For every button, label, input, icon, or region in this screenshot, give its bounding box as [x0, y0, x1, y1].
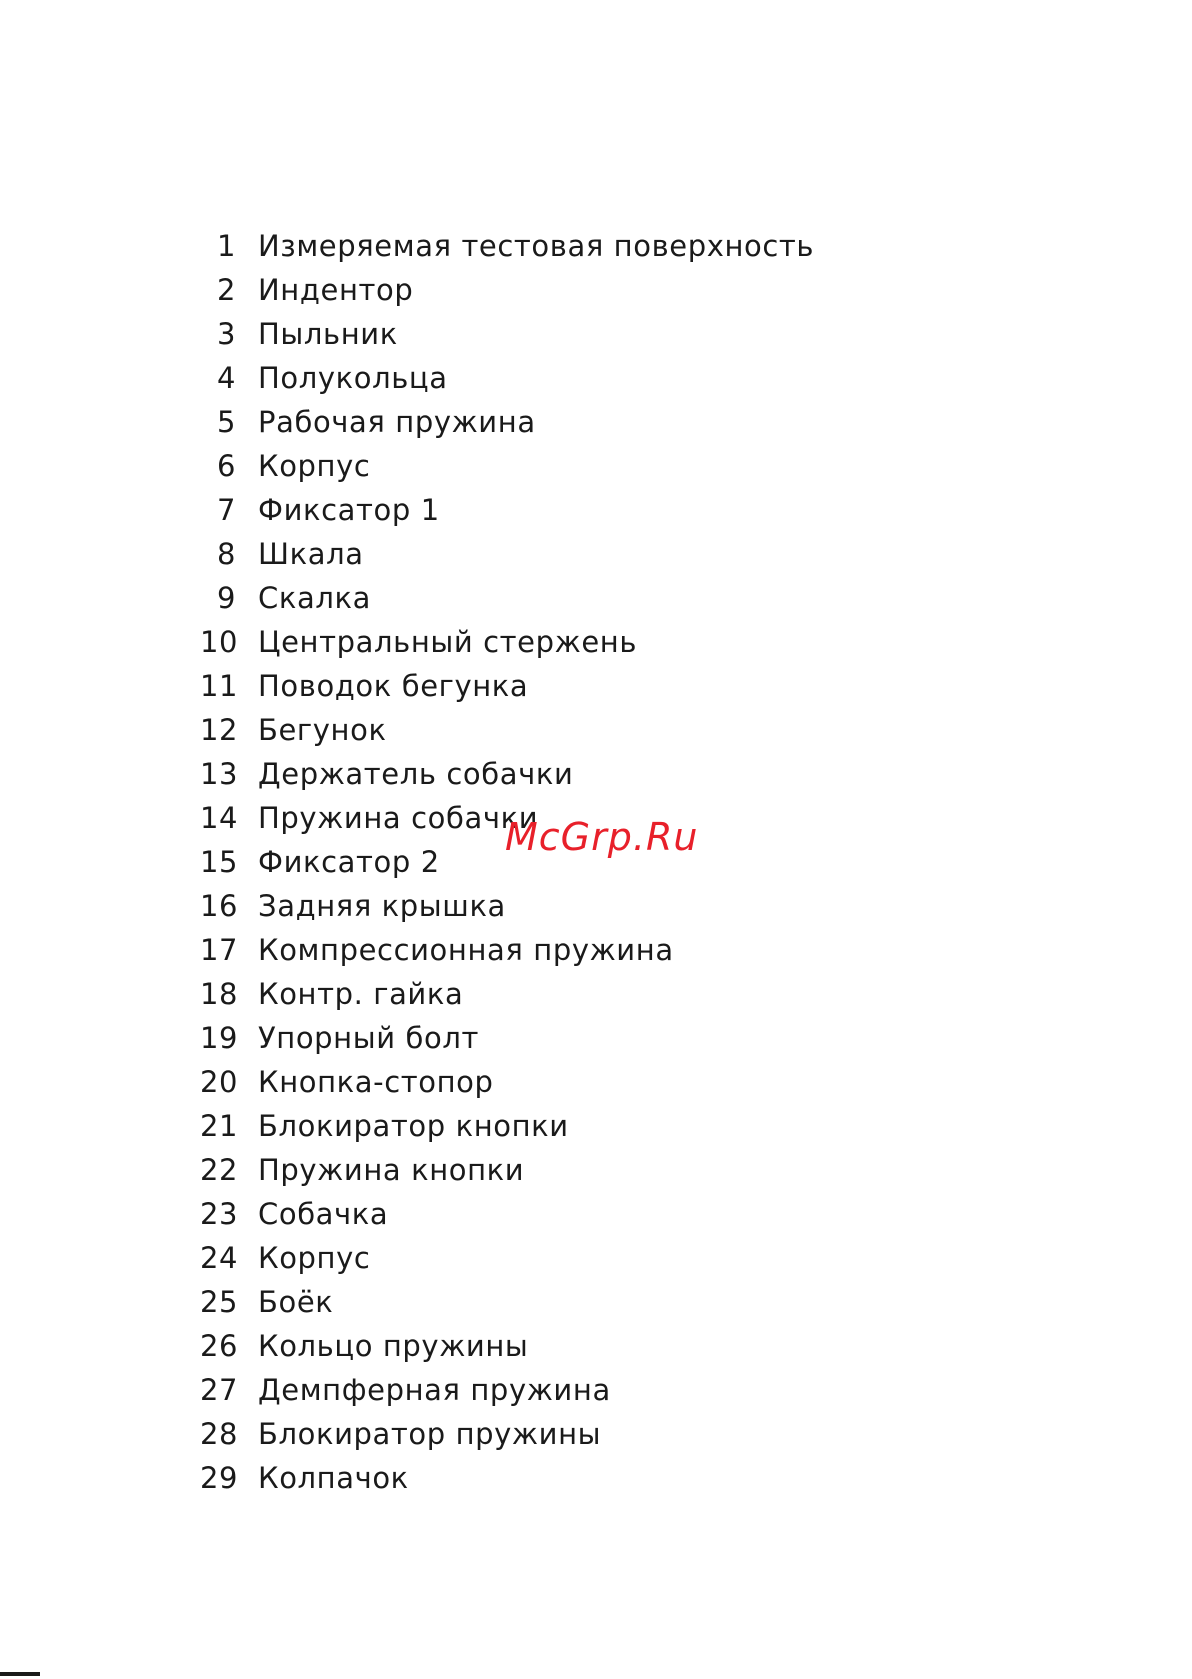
part-name: Измеряемая тестовая поверхность	[258, 229, 815, 263]
list-item	[200, 532, 814, 576]
part-name: Блокиратор кнопки	[258, 1109, 569, 1143]
list-item	[200, 400, 814, 444]
part-name: Шкала	[258, 537, 364, 571]
part-number: 8	[216, 537, 236, 571]
part-number: 26	[200, 1329, 239, 1363]
part-name: Пыльник	[258, 317, 398, 351]
part-name: Корпус	[258, 449, 371, 483]
part-name: Пружина собачки	[258, 801, 539, 835]
part-name: Индентор	[258, 273, 414, 307]
part-number: 6	[216, 449, 236, 483]
part-number: 2	[216, 273, 236, 307]
part-name: Рабочая пружина	[258, 405, 536, 439]
part-name: Фиксатор 2	[258, 845, 440, 879]
list-item	[200, 972, 814, 1016]
part-name: Колпачок	[258, 1461, 409, 1495]
list-item	[200, 1016, 814, 1060]
part-name: Корпус	[258, 1241, 371, 1275]
part-number: 18	[200, 977, 239, 1011]
part-number: 28	[200, 1417, 239, 1451]
part-number: 9	[216, 581, 236, 615]
part-name: Компрессионная пружина	[258, 933, 674, 967]
part-name: Скалка	[258, 581, 371, 615]
part-name: Поводок бегунка	[258, 669, 529, 703]
part-number: 23	[200, 1197, 239, 1231]
part-number: 14	[200, 801, 239, 835]
list-item	[200, 664, 814, 708]
part-name: Фиксатор 1	[258, 493, 440, 527]
part-number: 19	[200, 1021, 239, 1055]
part-name: Полукольца	[258, 361, 448, 395]
part-number: 16	[200, 889, 239, 923]
list-item	[200, 1148, 814, 1192]
part-number: 22	[200, 1153, 239, 1187]
list-item	[200, 1192, 814, 1236]
part-name: Упорный болт	[258, 1021, 479, 1055]
list-item	[200, 1060, 814, 1104]
part-number: 20	[200, 1065, 239, 1099]
part-name: Пружина кнопки	[258, 1153, 525, 1187]
part-number: 10	[200, 625, 239, 659]
part-number: 15	[200, 845, 239, 879]
list-item	[200, 268, 814, 312]
part-name: Кнопка-стопор	[258, 1065, 494, 1099]
list-item	[200, 224, 814, 268]
list-item	[200, 312, 814, 356]
part-name: Контр. гайка	[258, 977, 464, 1011]
part-number: 3	[216, 317, 236, 351]
part-number: 17	[200, 933, 239, 967]
list-item	[200, 620, 814, 664]
part-number: 25	[200, 1285, 239, 1319]
part-number: 7	[216, 493, 236, 527]
list-item	[200, 708, 814, 752]
list-item	[200, 356, 814, 400]
part-number: 1	[216, 229, 236, 263]
list-item	[200, 928, 814, 972]
list-item	[200, 884, 814, 928]
list-item	[200, 1280, 814, 1324]
part-name: Собачка	[258, 1197, 389, 1231]
list-item	[200, 1412, 814, 1456]
part-number: 4	[216, 361, 236, 395]
list-item	[200, 1104, 814, 1148]
list-item	[200, 1368, 814, 1412]
part-name: Бегунок	[258, 713, 387, 747]
list-item	[200, 1236, 814, 1280]
part-name: Демпферная пружина	[258, 1373, 611, 1407]
part-number: 13	[200, 757, 239, 791]
part-name: Держатель собачки	[258, 757, 574, 791]
part-name: Блокиратор пружины	[258, 1417, 602, 1451]
part-number: 12	[200, 713, 239, 747]
parts-list	[200, 224, 814, 1500]
part-name: Кольцо пружины	[258, 1329, 529, 1363]
part-name: Центральный стержень	[258, 625, 638, 659]
list-item	[200, 752, 814, 796]
watermark: McGrp.Ru	[505, 815, 699, 859]
part-number: 11	[200, 669, 239, 703]
list-item	[200, 576, 814, 620]
part-name: Боёк	[258, 1285, 334, 1319]
part-number: 27	[200, 1373, 239, 1407]
list-item	[200, 1324, 814, 1368]
list-item	[200, 488, 814, 532]
part-number: 24	[200, 1241, 239, 1275]
page-edge-mark	[0, 1672, 40, 1676]
part-number: 29	[200, 1461, 239, 1495]
list-item	[200, 444, 814, 488]
part-number: 5	[216, 405, 236, 439]
part-name: Задняя крышка	[258, 889, 506, 923]
list-item	[200, 1456, 814, 1500]
part-number: 21	[200, 1109, 239, 1143]
